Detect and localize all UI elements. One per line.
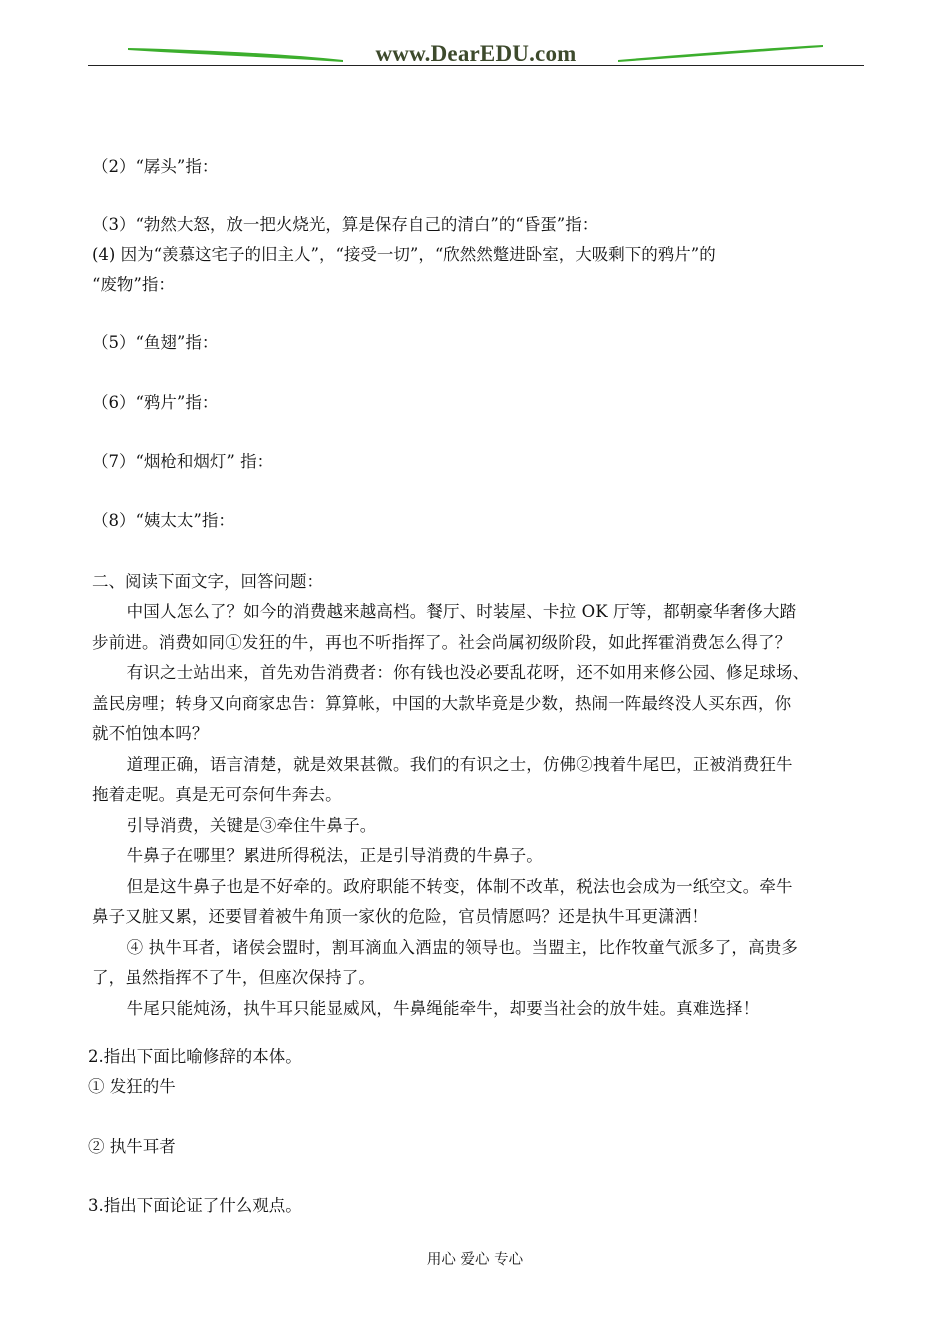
passage-paragraph bbox=[92, 658, 867, 689]
passage-line: 步前进。消费如同①发狂的牛，再也不听指挥了。社会尚属初级阶段，如此挥霍消费怎么得了？ bbox=[92, 632, 792, 652]
passage-paragraph bbox=[92, 750, 867, 781]
q2-item-1: ① 发狂的牛 bbox=[88, 1077, 176, 1096]
q1-item-6: （6）“鸦片”指： bbox=[92, 393, 219, 412]
passage-line: 但是这牛鼻子也是不好牵的。政府职能不转变，体制不改革，税法也会成为一纸空文。牵牛 bbox=[126, 876, 793, 896]
page-footer: 用心 爱心 专心 bbox=[426, 1252, 524, 1268]
passage-line: 有识之士站出来，首先劝告消费者：你有钱也没必要乱花呀，还不如用来修公园、修足球场、 bbox=[126, 663, 810, 682]
passage-line: 牛鼻子在哪里？累进所得税法，正是引导消费的牛鼻子。 bbox=[126, 846, 543, 865]
passage-line: 拖着走呢。真是无可奈何牛奔去。 bbox=[92, 785, 342, 804]
passage-line: 中国人怎么了？如今的消费越来越高档。餐厅、时装屋、卡拉 OK 厅等，都朝豪华奢侈大踏 bbox=[126, 602, 797, 621]
passage-paragraph bbox=[92, 811, 867, 842]
passage-paragraph bbox=[92, 933, 867, 964]
q1-item-5: （5）“鱼翅”指： bbox=[92, 333, 219, 352]
passage-paragraph bbox=[92, 994, 867, 1025]
site-logo[interactable]: www.DearEDU.com bbox=[375, 41, 577, 66]
header-divider bbox=[88, 65, 864, 66]
passage-line: 了，虽然指挥不了牛，但座次保持了。 bbox=[92, 968, 376, 987]
passage-line: 牛尾只能炖汤，执牛耳只能显威风，牛鼻绳能牵牛，却要当社会的放牛娃。真难选择！ bbox=[126, 998, 760, 1018]
passage-line: 就不怕蚀本吗？ bbox=[92, 724, 209, 743]
q2-title: 2.指出下面比喻修辞的本体。 bbox=[88, 1047, 302, 1066]
passage-paragraph bbox=[92, 872, 867, 903]
q2-item-2: ② 执牛耳者 bbox=[88, 1137, 176, 1156]
q1-item-7: （7）“烟枪和烟灯” 指： bbox=[92, 452, 274, 471]
q1-item-4: (4) 因为“羡慕这宅子的旧主人”，“接受一切”，“欣然然蹩进卧室，大吸剩下的鸦片”的 bbox=[92, 245, 716, 264]
section2-title: 二、阅读下面文字，回答问题： bbox=[92, 572, 323, 591]
q1-item-4-cont: “废物”指： bbox=[92, 275, 175, 294]
passage-paragraph bbox=[92, 841, 867, 872]
q3-title: 3.指出下面论证了什么观点。 bbox=[88, 1196, 302, 1215]
q1-item-2: （2）“孱头”指： bbox=[92, 157, 219, 176]
passage-line: 鼻子又脏又累，还要冒着被牛角顶一家伙的危险，官员情愿吗？还是执牛耳更潇洒！ bbox=[92, 907, 709, 926]
passage-line: 引导消费，关键是③牵住牛鼻子。 bbox=[126, 815, 377, 835]
passage-paragraph bbox=[92, 597, 867, 628]
passage-line: ④ 执牛耳者，诸侯会盟时，割耳滴血入酒盅的领导也。当盟主，比作牧童气派多了，高贵多 bbox=[126, 937, 799, 957]
q1-item-3: （3）“勃然大怒，放一把火烧光，算是保存自己的清白”的“昏蛋”指： bbox=[92, 215, 599, 234]
q1-item-8: （8）“姨太太”指： bbox=[92, 511, 235, 530]
passage-line: 盖民房哩；转身又向商家忠告：算算帐，中国的大款毕竟是少数，热闹一阵最终没人买东西，你 bbox=[92, 693, 792, 713]
passage-line: 道理正确，语言清楚，就是效果甚微。我们的有识之士，仿佛②拽着牛尾巴，正被消费狂牛 bbox=[126, 754, 793, 774]
reading-passage bbox=[92, 597, 867, 1024]
